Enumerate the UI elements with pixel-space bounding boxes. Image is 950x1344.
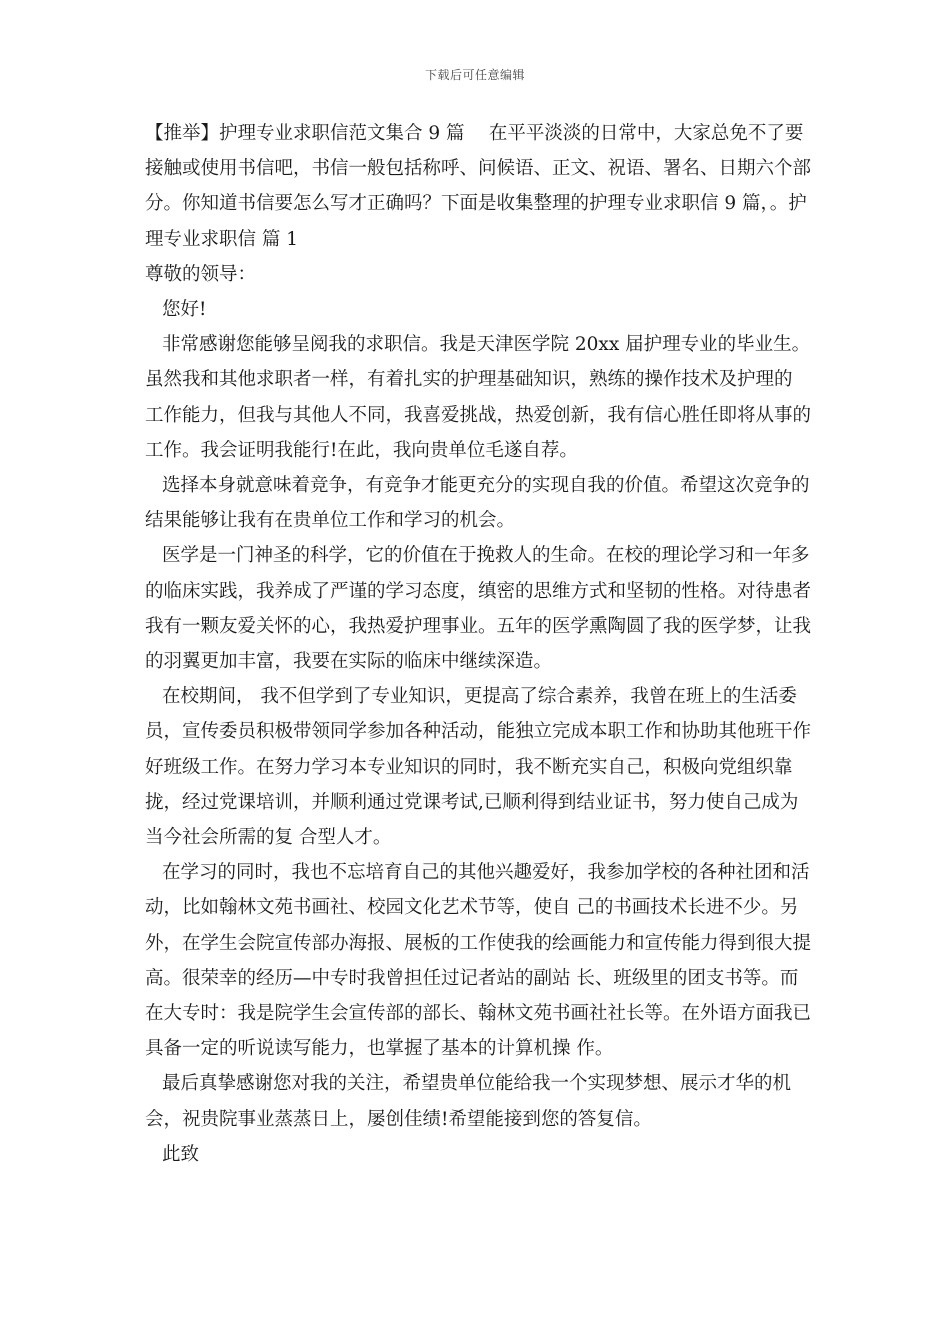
intro-paragraph: 【推举】护理专业求职信范文集合 9 篇 在平平淡淡的日常中，大家总免不了要接触或使用书信吧，书信一般包括称呼、问候语、正文、祝语、署名、日期六个部分。你知道书信要怎么写才正确吗？下面是收集整理的护理专业求职信 9 篇，。护理专业求职信 篇 1: [145, 123, 812, 250]
greeting: 您好!: [162, 299, 207, 321]
body-paragraph: 在校期间， 我不但学到了专业知识，更提高了综合素养，我曾在班上的生活委员，宣传委员积极带领同学参加各种活动，能独立完成本职工作和协助其他班干作好班级工作。在努力学习本专业知识的同时，我不断充实自己，积极向党组织靠拢，经过党课培训，并顺利通过党课考试,已顺利得到结业证书，努力使自己成为当今社会所需的复 合型人才。: [145, 686, 812, 849]
letter-body: [145, 116, 813, 1172]
closing: 此致: [162, 1143, 200, 1165]
body-paragraph: 非常感谢您能够呈阅我的求职信。我是天津医学院 20xx 届护理专业的毕业生。虽然我和其他求职者一样，有着扎实的护理基础知识，熟练的操作技术及护理的 工作能力，但我与其他人不同，我喜爱挑战，热爱创新，我有信心胜任即将从事的工作。我会证明我能行!在此，我向贵单位毛遂自荐。: [145, 334, 812, 461]
body-paragraph: 选择本身就意味着竞争，有竞争才能更充分的实现自我的价值。希望这次竞争的结果能够让我有在贵单位工作和学习的机会。: [145, 475, 810, 532]
body-paragraph: 在学习的同时，我也不忘培育自己的其他兴趣爱好，我参加学校的各种社团和活动，比如翰林文苑书画社、校园文化艺术节等，使自 己的书画技术长进不少。另外，在学生会院宣传部办海报、展板的工作使我的绘画能力和宣传能力得到很大提高。很荣幸的经历—中专时我曾担任过记者站的副站 长、班级里的团支书等。而在大专时：我是院学生会宣传部的部长、翰林文苑书画社社长等。在外语方面我已具备一定的听说读写能力，也掌握了基本的计算机操 作。: [145, 862, 812, 1060]
salutation: 尊敬的领导：: [145, 263, 257, 285]
body-paragraph: 最后真挚感谢您对我的关注，希望贵单位能给我一个实现梦想、展示才华的机会，祝贵院事业蒸蒸日上，屡创佳绩!希望能接到您的答复信。: [145, 1073, 792, 1130]
body-paragraph: 医学是一门神圣的科学，它的价值在于挽救人的生命。在校的理论学习和一年多的临床实践，我养成了严谨的学习态度，缜密的思维方式和坚韧的性格。对待患者 我有一颗友爱关怀的心，我热爱护理事业。五年的医学熏陶圆了我的医学梦，让我的羽翼更加丰富，我要在实际的临床中继续深造。: [145, 545, 812, 673]
header-note: 下载后可任意编辑: [424, 68, 525, 82]
